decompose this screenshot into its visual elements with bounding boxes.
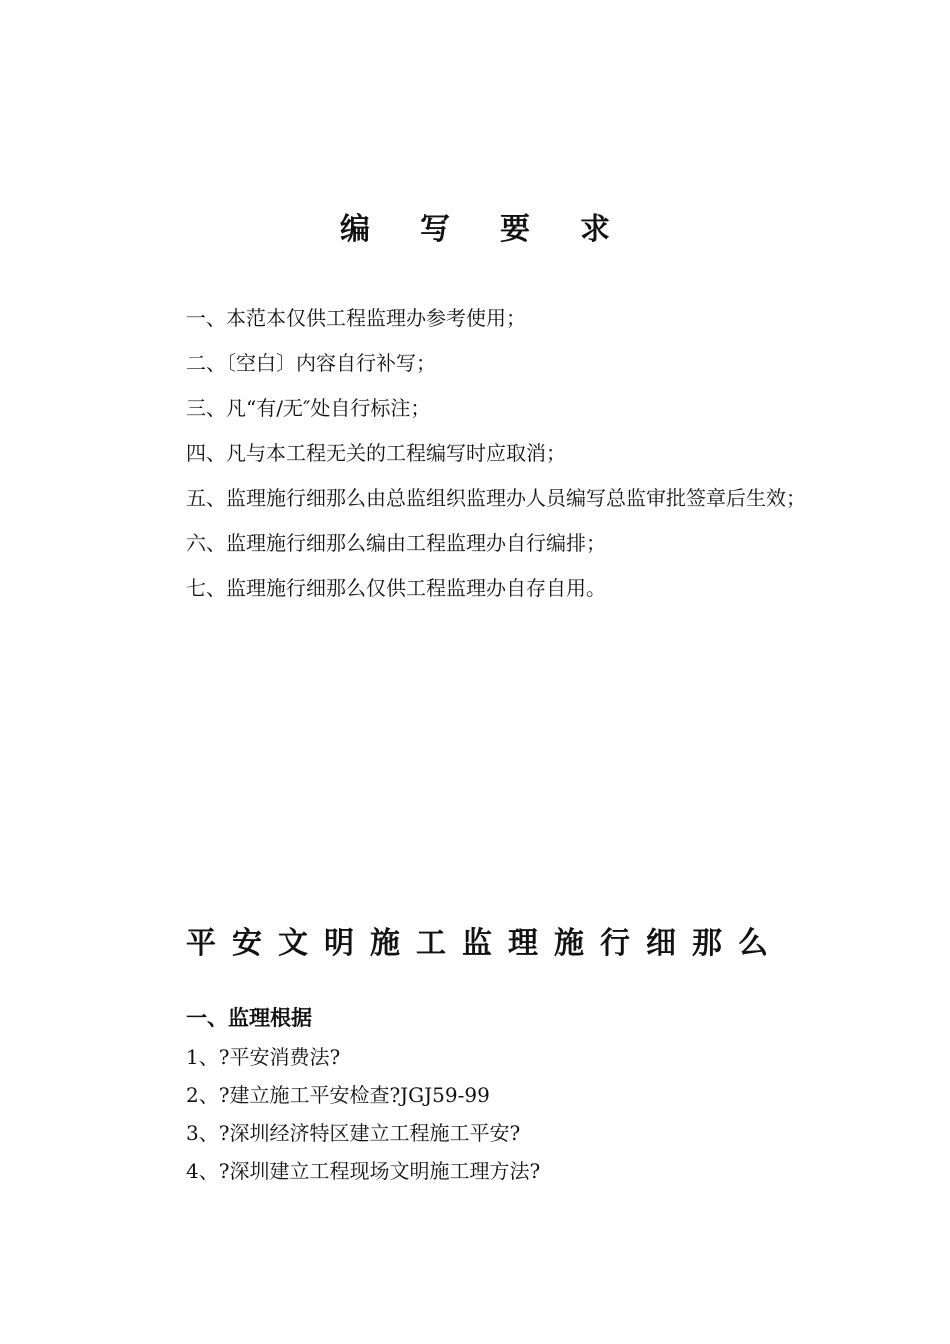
requirement-item: 七、监理施行细那么仅供工程监理办自存自用。: [186, 576, 606, 600]
requirement-item: 五、监理施行细那么由总监组织监理办人员编写总监审批签章后生效；: [186, 486, 806, 510]
section-heading: 一、监理根据: [186, 1006, 312, 1030]
basis-item: 3、?深圳经济特区建立工程施工平安?: [186, 1121, 521, 1145]
requirements-title: 编写要求: [340, 212, 660, 247]
requirement-item: 一、本范本仅供工程监理办参考使用；: [186, 306, 526, 330]
rules-title: 平安文明施工监理施行细那么: [186, 926, 784, 961]
requirement-item: 二、〔空白〕内容自行补写；: [186, 351, 436, 375]
requirement-item: 六、监理施行细那么编由工程监理办自行编排；: [186, 531, 606, 555]
basis-list: [186, 1038, 540, 1190]
requirement-item: 四、凡与本工程无关的工程编写时应取消；: [186, 441, 566, 465]
basis-item: 1、?平安消费法?: [186, 1045, 341, 1069]
basis-item: 2、?建立施工平安检查?JGJ59-99: [186, 1083, 490, 1107]
requirements-list: [140, 296, 820, 611]
basis-item: 4、?深圳建立工程现场文明施工理方法?: [186, 1159, 541, 1183]
requirement-item: 三、凡“有/无″处自行标注；: [186, 396, 431, 420]
